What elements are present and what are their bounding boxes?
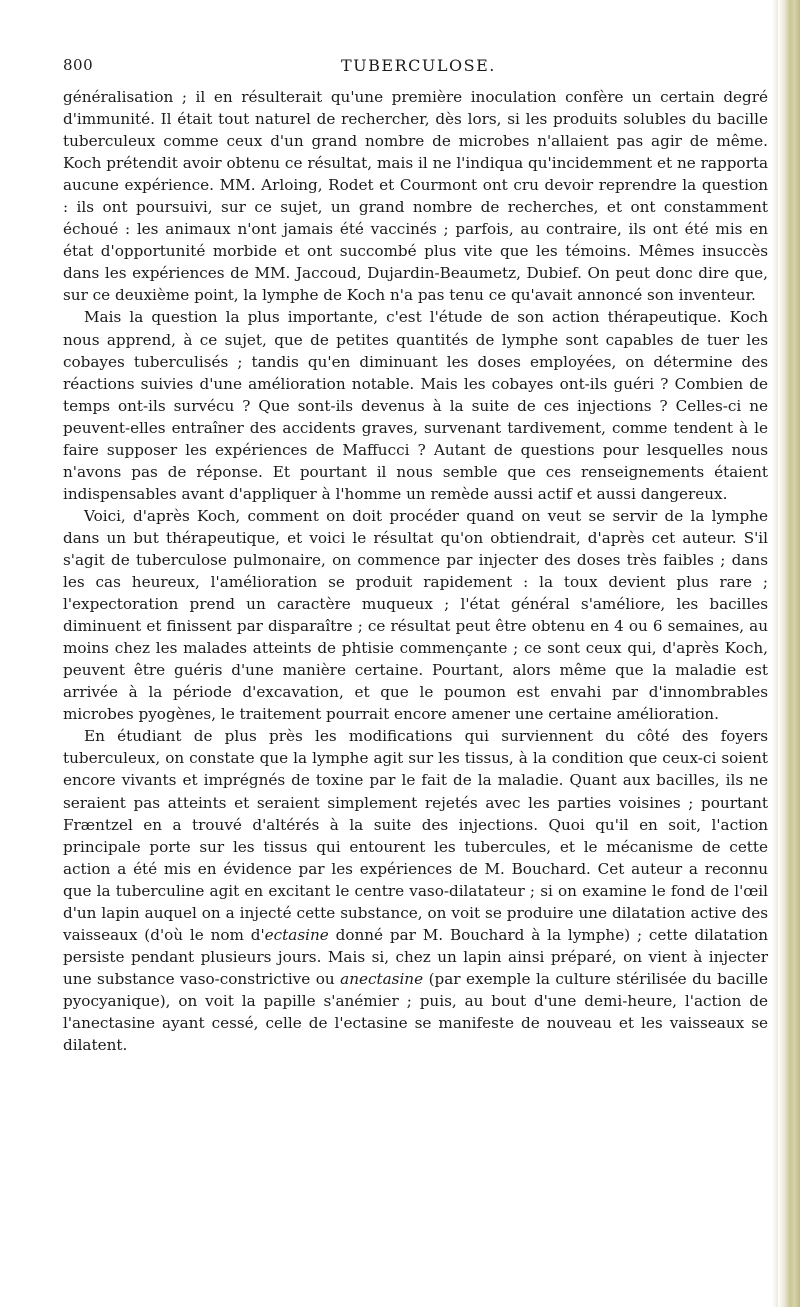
running-title: TUBERCULOSE. bbox=[341, 56, 496, 75]
term-anectasine: anectasine bbox=[340, 969, 424, 988]
page-number: 800 bbox=[63, 56, 94, 74]
page-header bbox=[63, 56, 763, 80]
page-edge bbox=[778, 0, 800, 1307]
body-text bbox=[63, 86, 768, 1056]
paragraph-4-text-after: (par exemple la culture stérilisée du bacille pyocyanique), on voit la papille s'anémier ; puis, au bout d'une demi-heure, l'action de l'anectasine ayant cessé, celle de l'ectasine se manifeste de nouveau et les vaisseaux se dilatent. bbox=[63, 969, 768, 1055]
paragraph-3: Voici, d'après Koch, comment on doit procéder quand on veut se servir de la lymphe dans un but thérapeutique, et voici le résultat qu'on obtiendrait, d'après cet auteur. S'il s'agit de tuberculose pulmonaire, on commence par injecter des doses très faibles ; dans les cas heureux, l'amélioration se produit rapidement : la toux devient plus rare ; l'expectoration prend un caractère muqueux ; l'état général s'améliore, les bacilles diminuent et finissent par disparaître ; ce résultat peut être obtenu en 4 ou 6 semaines, au moins chez les malades atteints de phtisie commençante ; ce sont ceux qui, d'après Koch, peuvent être guéris d'une manière certaine. Pourtant, alors même que la maladie est arrivée à la période d'excavation, et que le poumon est envahi par d'innombrables microbes pyogènes, le traitement pourrait encore amener une certaine amélioration. bbox=[63, 506, 768, 724]
paragraph-2: Mais la question la plus importante, c'est l'étude de son action thérapeutique. Koch nous apprend, à ce sujet, que de petites quantités de lymphe sont capables de tuer les cobayes tuberculisés ; tandis qu'en diminuant les doses employées, on détermine des réactions suivies d'une amélioration notable. Mais les cobayes ont-ils guéri ? Combien de temps ont-ils survécu ? Que sont-ils devenus à la suite de ces injections ? Celles-ci ne peuvent-elles entraîner des accidents graves, survenant tardivement, comme tendent à le faire supposer les expériences de Maffucci ? Autant de questions pour lesquelles nous n'avons pas de réponse. Et pourtant il nous semble que ces renseignements étaient indispensables avant d'appliquer à l'homme un remède aussi actif et aussi dangereux. bbox=[63, 308, 768, 503]
term-ectasine: ectasine bbox=[264, 925, 329, 944]
paragraph-4 bbox=[63, 725, 768, 1056]
paragraph-1-continued: généralisation ; il en résulterait qu'une première inoculation confère un certain degré d'immunité. Il était tout naturel de rechercher, dès lors, si les produits solubles du bacille tuberculeux comme ceux d'un grand nombre de microbes n'allaient pas agir de même. Koch prétendit avoir obtenu ce résultat, mais il ne l'indiqua qu'incidemment et ne rapporta aucune expérience. MM. Arloing, Rodet et Courmont ont cru devoir reprendre la question : ils ont poursuivi, sur ce sujet, un grand nombre de recherches, et ont constamment échoué : les animaux n'ont jamais été vaccinés ; parfois, au contraire, ils ont été mis en état d'opportunité morbide et ont succombé plus vite que les témoins. Mêmes insuccès dans les expériences de MM. Jaccoud, Dujardin-Beaumetz, Dubief. On peut donc dire que, sur ce deuxième point, la lymphe de Koch n'a pas tenu ce qu'avait annoncé son inventeur. bbox=[63, 88, 768, 305]
paragraph-4-text-before: En étudiant de plus près les modifications qui surviennent du côté des foyers tuberculeux, on constate que la lymphe agit sur les tissus, à la condition que ceux-ci soient encore vivants et imprégnés de toxine par le fait de la maladie. Quant aux bacilles, ils ne seraient pas atteints et seraient simplement rejetés avec les parties voisines ; pourtant Fræntzel en a trouvé d'altérés à la suite des injections. Quoi qu'il en soit, l'action principale porte sur les tissus qui entourent les tubercules, et le mécanisme de cette action a été mis en évidence par les expériences de M. Bouchard. Cet auteur a reconnu que la tuberculine agit en excitant le centre vaso-dilatateur ; si on examine le fond de l'œil d'un lapin auquel on a injecté cette substance, on voit se produire une dilatation active des vaisseaux (d'où le nom d' bbox=[63, 727, 768, 944]
paragraph-4-text-middle: donné par M. Bouchard à la lymphe) ; cette dilatation persiste pendant plusieurs jours. Mais si, chez un lapin ainsi préparé, on vient à injecter une substance vaso-constrictive ou bbox=[63, 925, 768, 988]
